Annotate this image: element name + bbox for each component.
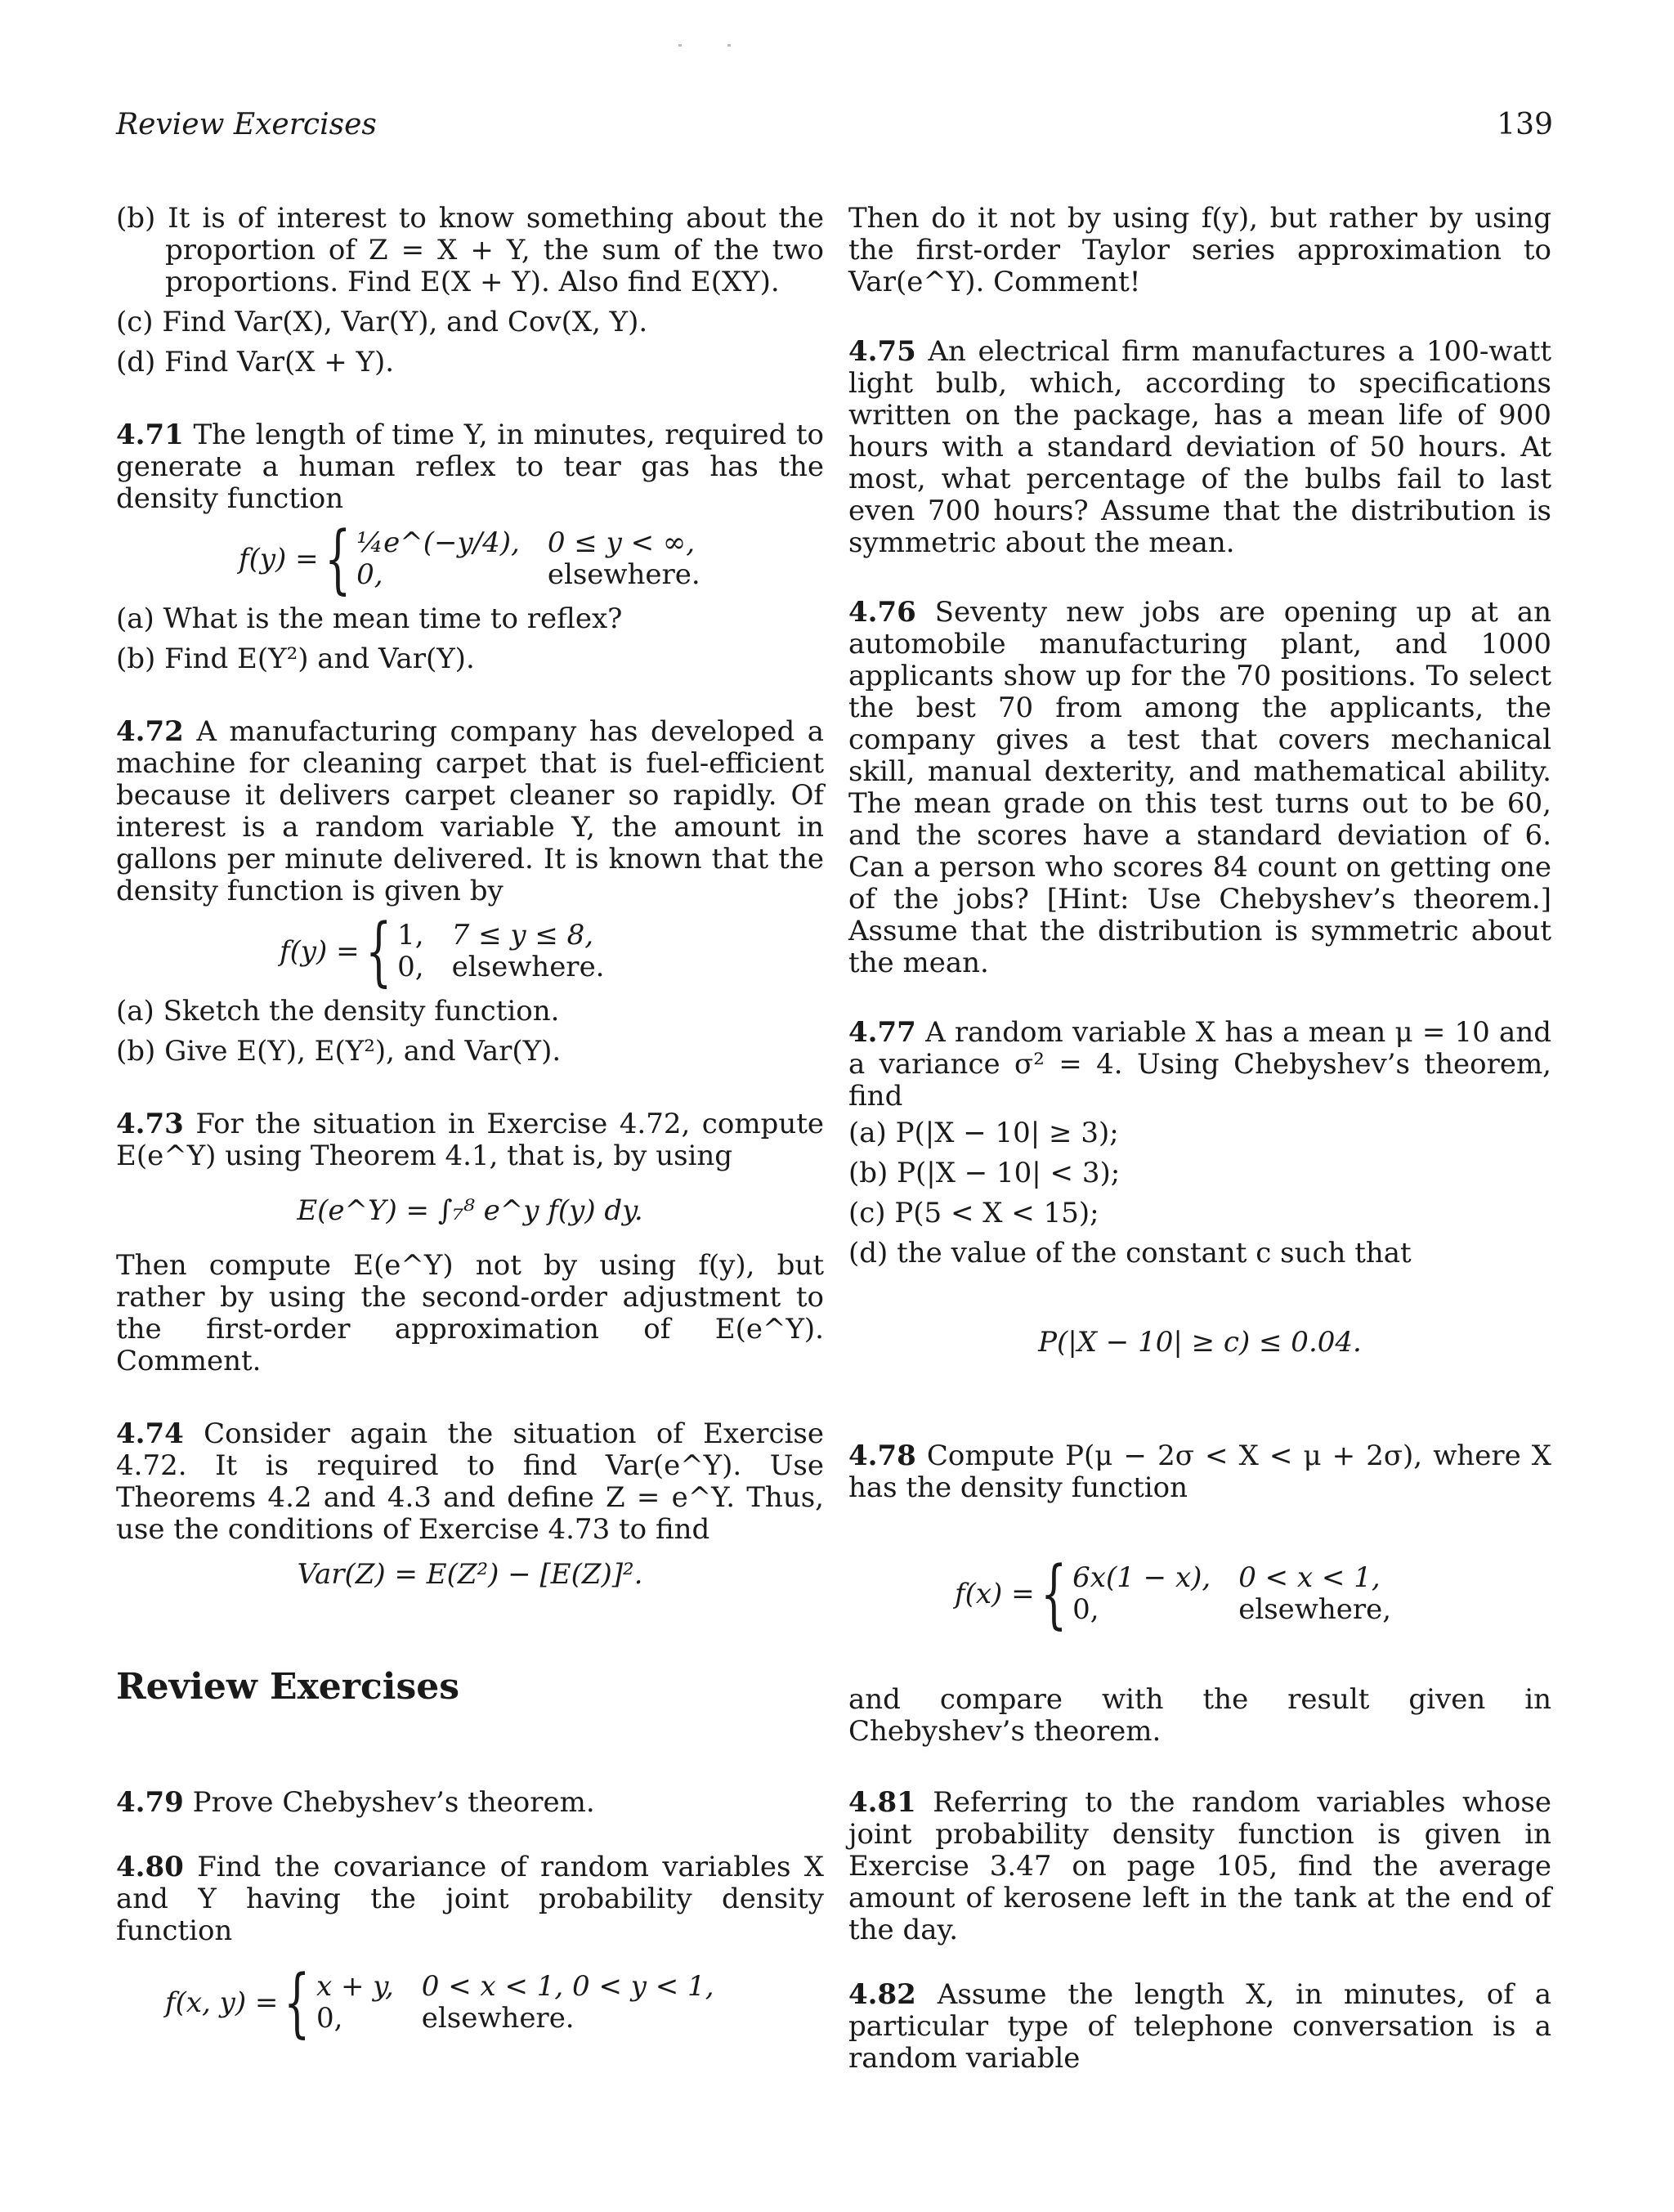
left-column xyxy=(116,203,824,1591)
running-header: Review Exercises xyxy=(116,108,377,141)
exercise-number: 4.77 xyxy=(848,1016,916,1049)
exercise-4-74-continuation: Then do it not by using f(y), but rather by using the first-order Taylor series approximation to Var(e^Y). Comment! xyxy=(848,202,1551,298)
exercise-4-77-part-c: (c) P(5 < X < 15); xyxy=(848,1197,1099,1229)
piecewise-cases xyxy=(316,1971,714,2035)
exercise-4-77 xyxy=(848,1017,1551,1113)
exercise-4-77-part-b: (b) P(|X − 10| < 3); xyxy=(848,1157,1121,1189)
exercise-text: The length of time Y, in minutes, required to generate a human reflex to tear gas has the density function xyxy=(116,419,824,515)
exercise-number: 4.75 xyxy=(848,335,916,368)
section-title: Review Exercises xyxy=(116,1666,460,1708)
formula-lhs: f(y) = xyxy=(239,542,319,575)
piecewise-cases xyxy=(397,920,604,983)
exercise-4-77-part-d: (d) the value of the constant c such that xyxy=(848,1237,1412,1269)
exercise-number: 4.76 xyxy=(848,596,916,629)
page-number: 139 xyxy=(1497,108,1553,141)
review-left-column xyxy=(116,1786,824,2046)
exercise-4-71 xyxy=(116,419,824,515)
exercise-4-71-part-a: (a) What is the mean time to reflex? xyxy=(116,602,623,635)
case-value: 1, xyxy=(397,919,424,952)
formula-lhs: f(y) = xyxy=(280,934,360,968)
review-right-column xyxy=(848,1787,1551,2075)
case-condition: 0 ≤ y < ∞, xyxy=(547,526,696,559)
exercise-4-72-part-b: (b) Give E(Y), E(Y²), and Var(Y). xyxy=(116,1035,562,1068)
exercise-number: 4.78 xyxy=(848,1440,916,1472)
density-formula-4-78 xyxy=(955,1550,1551,1637)
exercise-text: Prove Chebyshev’s theorem. xyxy=(192,1786,595,1819)
formula-lhs: f(x, y) = xyxy=(165,1986,279,2019)
exercise-text: A random variable X has a mean μ = 10 and a variance σ² = 4. Using Chebyshev’s theorem, find xyxy=(848,1016,1551,1113)
exercise-text: A manufacturing company has developed a machine for cleaning carpet that is fuel-efficient because it delivers carpet cleaner so rapidly. Of interest is a random variable Y, the amount in gallons per minute delivered. It is known that the density function is given by xyxy=(116,715,824,907)
expectation-integral: E(e^Y) = ∫₇⁸ e^y f(y) dy. xyxy=(297,1194,643,1227)
case-value: 0, xyxy=(356,558,383,591)
exercise-text: Referring to the random variables whose joint probability density function is given in Exercise 3.47 on page 105, find the average amount of kerosene left in the tank at the end of the day. xyxy=(848,1786,1551,1946)
exercise-4-76 xyxy=(848,597,1551,979)
case-condition: 0 < x < 1, xyxy=(1238,1561,1381,1594)
case-condition: 0 < x < 1, 0 < y < 1, xyxy=(421,1970,714,2003)
exercise-4-70-part-d: (d) Find Var(X + Y). xyxy=(116,346,395,378)
exercise-4-73 xyxy=(116,1108,824,1172)
case-value: 6x(1 − x), xyxy=(1072,1561,1211,1594)
case-condition: elsewhere. xyxy=(451,951,605,983)
exercise-4-71-part-b: (b) Find E(Y²) and Var(Y). xyxy=(116,643,475,675)
exercise-4-80 xyxy=(116,1852,824,1947)
scan-mark xyxy=(727,44,731,47)
case-condition: elsewhere, xyxy=(1238,1593,1392,1626)
exercise-text: Consider again the situation of Exercise 4.72. It is required to find Var(e^Y). Use Theorems 4.2 and 4.3 and define Z = e^Y. Thus, use the conditions of Exercise 4.73 to find xyxy=(116,1417,825,1546)
exercise-text: An electrical firm manufactures a 100-watt light bulb, which, according to specifications written on the package, has a mean life of 900 hours with a standard deviation of 50 hours. At most, what percentage of the bulbs fail to last even 700 hours? Assume that the distribution is symmetric about the mean. xyxy=(848,335,1552,559)
left-brace: { xyxy=(1040,1550,1067,1637)
exercise-4-70-part-b: (b) It is of interest to know something about the proportion of Z = X + Y, the sum of the two proportions. Find E(X + Y). Also find E(XY). xyxy=(116,202,824,298)
case-condition: elsewhere. xyxy=(421,2002,575,2035)
exercise-4-70-part-c: (c) Find Var(X), Var(Y), and Cov(X, Y). xyxy=(116,306,648,338)
case-value: 0, xyxy=(1072,1593,1099,1626)
exercise-4-73-continuation: Then compute E(e^Y) not by using f(y), but rather by using the second-order adjustment to the first-order approximation of E(e^Y). Comment. xyxy=(116,1249,824,1377)
piecewise-cases xyxy=(356,527,700,591)
exercise-number: 4.79 xyxy=(116,1786,184,1819)
left-brace: { xyxy=(284,1959,311,2046)
exercise-4-78-continuation: and compare with the result given in Chebyshev’s theorem. xyxy=(848,1683,1551,1748)
exercise-number: 4.73 xyxy=(116,1108,184,1140)
piecewise-cases xyxy=(1072,1562,1391,1626)
exercise-4-79 xyxy=(116,1787,824,1819)
exercise-4-72-part-a: (a) Sketch the density function. xyxy=(116,995,560,1028)
case-value: 0, xyxy=(316,2002,343,2035)
exercise-number: 4.80 xyxy=(116,1851,184,1883)
formula-lhs: f(x) = xyxy=(955,1577,1035,1610)
exercise-4-81 xyxy=(848,1787,1551,1946)
case-value: ¼e^(−y/4), xyxy=(356,526,520,559)
density-formula-4-71 xyxy=(239,515,824,602)
exercise-text: For the situation in Exercise 4.72, compute E(e^Y) using Theorem 4.1, that is, by using xyxy=(116,1108,825,1172)
chebyshev-inequality: P(|X − 10| ≥ c) ≤ 0.04. xyxy=(1038,1326,1362,1359)
exercise-4-77-part-a: (a) P(|X − 10| ≥ 3); xyxy=(848,1117,1119,1149)
case-value: x + y, xyxy=(316,1970,394,2003)
variance-formula: Var(Z) = E(Z²) − [E(Z)]². xyxy=(297,1558,643,1591)
exercise-4-82 xyxy=(848,1979,1551,2075)
left-brace: { xyxy=(324,515,351,602)
exercise-number: 4.74 xyxy=(116,1417,184,1450)
exercise-4-72 xyxy=(116,716,824,907)
exercise-number: 4.72 xyxy=(116,715,184,748)
left-brace: { xyxy=(365,907,392,995)
case-condition: elsewhere. xyxy=(547,558,700,591)
exercise-text: Compute P(μ − 2σ < X < μ + 2σ), where X has the density function xyxy=(848,1440,1551,1504)
exercise-number: 4.71 xyxy=(116,419,184,451)
joint-density-formula-4-80 xyxy=(165,1959,824,2046)
right-column xyxy=(848,203,1551,1748)
exercise-text: Seventy new jobs are opening up at an automobile manufacturing plant, and 1000 applicants show up for the 70 positions. To select the best 70 from among the applicants, the company gives a test that covers mechanical skill, manual dexterity, and mathematical ability. The mean grade on this test turns out to be 60, and the scores have a standard deviation of 6. Can a person who scores 84 count on getting one of the jobs? [Hint: Use Chebyshev’s theorem.] Assume that the distribution is symmetric about the mean. xyxy=(848,596,1551,979)
exercise-4-75 xyxy=(848,336,1551,559)
exercise-4-78 xyxy=(848,1440,1551,1504)
exercise-text: Find the covariance of random variables X and Y having the joint probability density function xyxy=(116,1851,824,1947)
exercise-4-74 xyxy=(116,1418,824,1546)
exercise-text: Assume the length X, in minutes, of a particular type of telephone conversation is a random variable xyxy=(848,1978,1552,2075)
exercise-number: 4.81 xyxy=(848,1786,916,1819)
exercise-number: 4.82 xyxy=(848,1978,916,2011)
density-formula-4-72 xyxy=(280,907,824,995)
scan-mark xyxy=(678,44,682,47)
case-condition: 7 ≤ y ≤ 8, xyxy=(451,919,594,952)
case-value: 0, xyxy=(397,951,424,983)
